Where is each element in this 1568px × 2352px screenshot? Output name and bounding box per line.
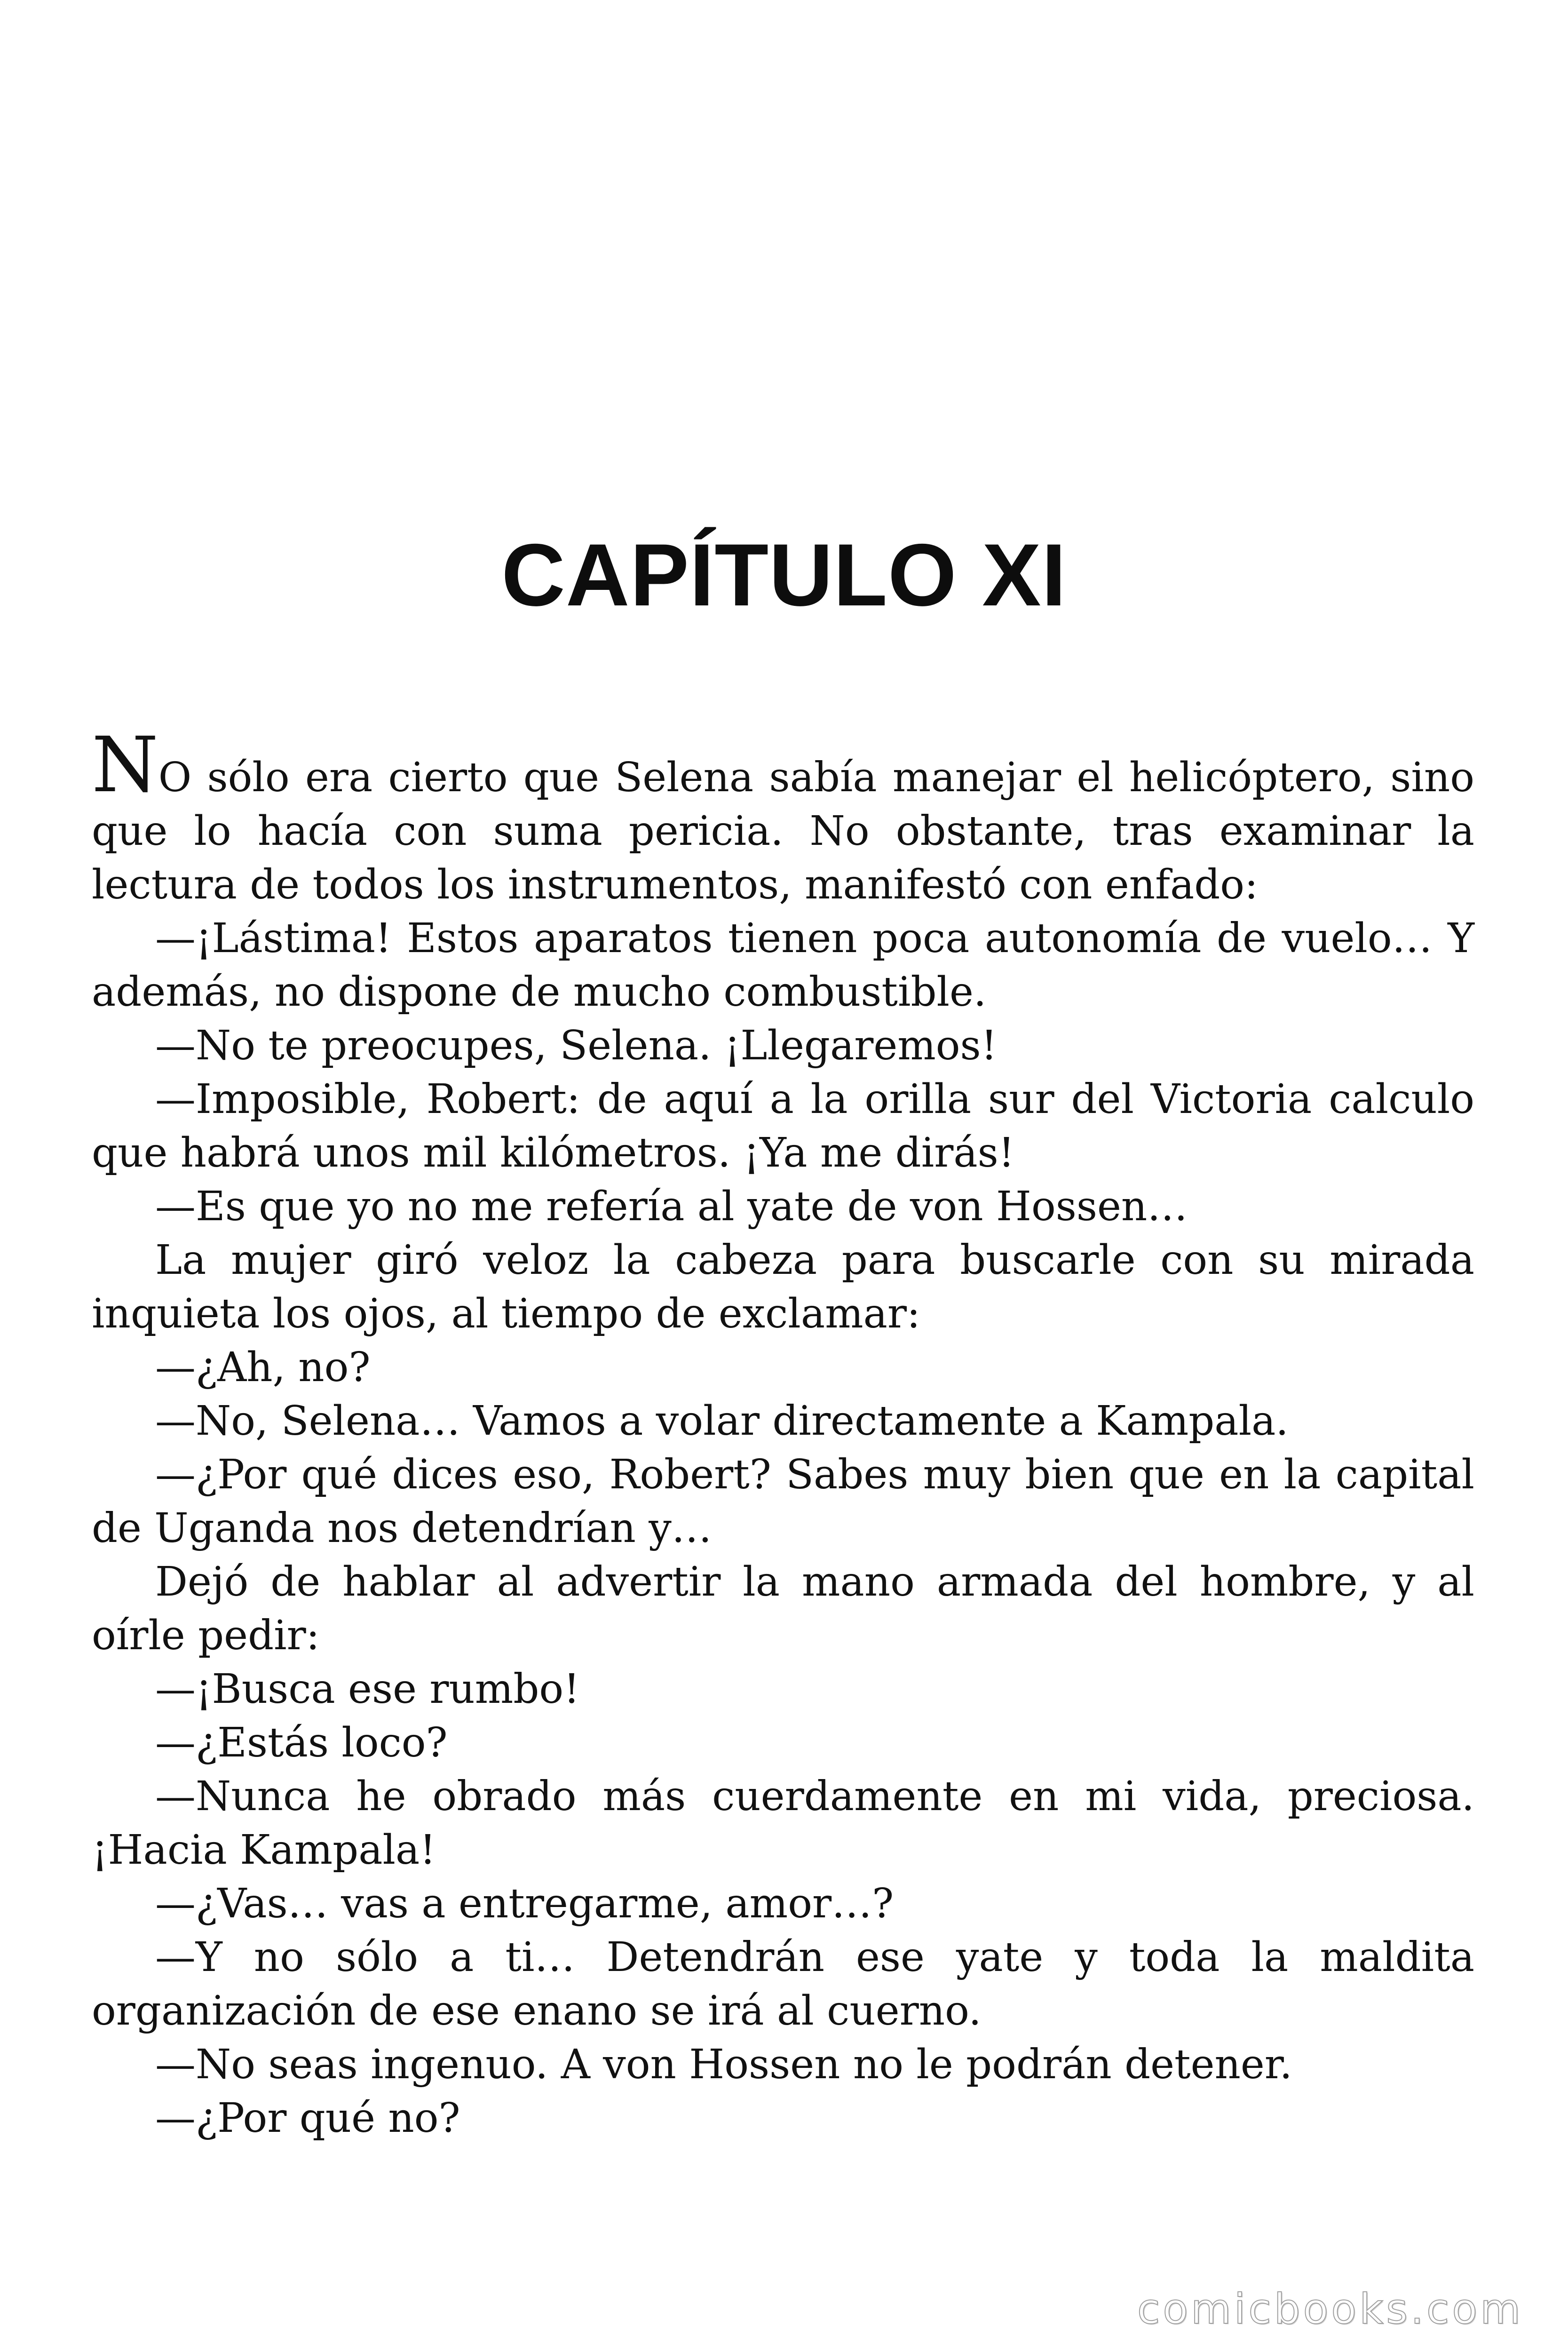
- first-paragraph-text: sólo era cierto que Selena sabía manejar el helicóptero, sino que lo hacía con suma pericia. No obstante, tras examinar la lectura de todos los instrumentos, manifestó con enfado:: [92, 754, 1474, 908]
- paragraph: —¿Por qué no?: [155, 2095, 460, 2142]
- paragraph: La mujer giró veloz la cabeza para buscarle con su mirada inquieta los ojos, al tiempo de exclamar:: [92, 1237, 1474, 1337]
- drop-cap-letter: N: [92, 721, 158, 810]
- paragraph: —¿Vas… vas a entregarme, amor…?: [155, 1880, 894, 1927]
- paragraph: —No te preocupes, Selena. ¡Llegaremos!: [155, 1022, 998, 1069]
- paragraph: —Nunca he obrado más cuerdamente en mi vida, preciosa. ¡Hacia Kampala!: [92, 1773, 1474, 1874]
- paragraph: —No, Selena… Vamos a volar directamente a Kampala.: [155, 1398, 1289, 1445]
- watermark: comicbooks.com: [1137, 2285, 1523, 2333]
- first-paragraph-lead: O: [158, 754, 192, 801]
- paragraph: —¿Ah, no?: [155, 1344, 371, 1391]
- paragraph: —¡Lástima! Estos aparatos tienen poca autonomía de vuelo… Y además, no dispone de mucho combustible.: [92, 915, 1474, 1016]
- chapter-title: CAPÍTULO XI: [501, 525, 1067, 624]
- paragraph: —No seas ingenuo. A von Hossen no le podrán detener.: [155, 2041, 1292, 2088]
- paragraph: —Y no sólo a ti… Detendrán ese yate y toda la maldita organización de ese enano se irá al cuerno.: [92, 1934, 1474, 2034]
- paragraph: —¿Por qué dices eso, Robert? Sabes muy bien que en la capital de Uganda nos detendrían y…: [92, 1451, 1474, 1552]
- paragraph: —¿Estás loco?: [155, 1719, 448, 1766]
- chapter-body: [92, 721, 1474, 2145]
- paragraph: —Es que yo no me refería al yate de von Hossen…: [155, 1183, 1188, 1230]
- paragraph: Dejó de hablar al advertir la mano armada del hombre, y al oírle pedir:: [92, 1558, 1474, 1659]
- paragraph: —¡Busca ese rumbo!: [155, 1666, 580, 1713]
- first-paragraph: [92, 721, 1474, 912]
- paragraph: —Imposible, Robert: de aquí a la orilla sur del Victoria calculo que habrá unos mil kilómetros. ¡Ya me dirás!: [92, 1076, 1474, 1176]
